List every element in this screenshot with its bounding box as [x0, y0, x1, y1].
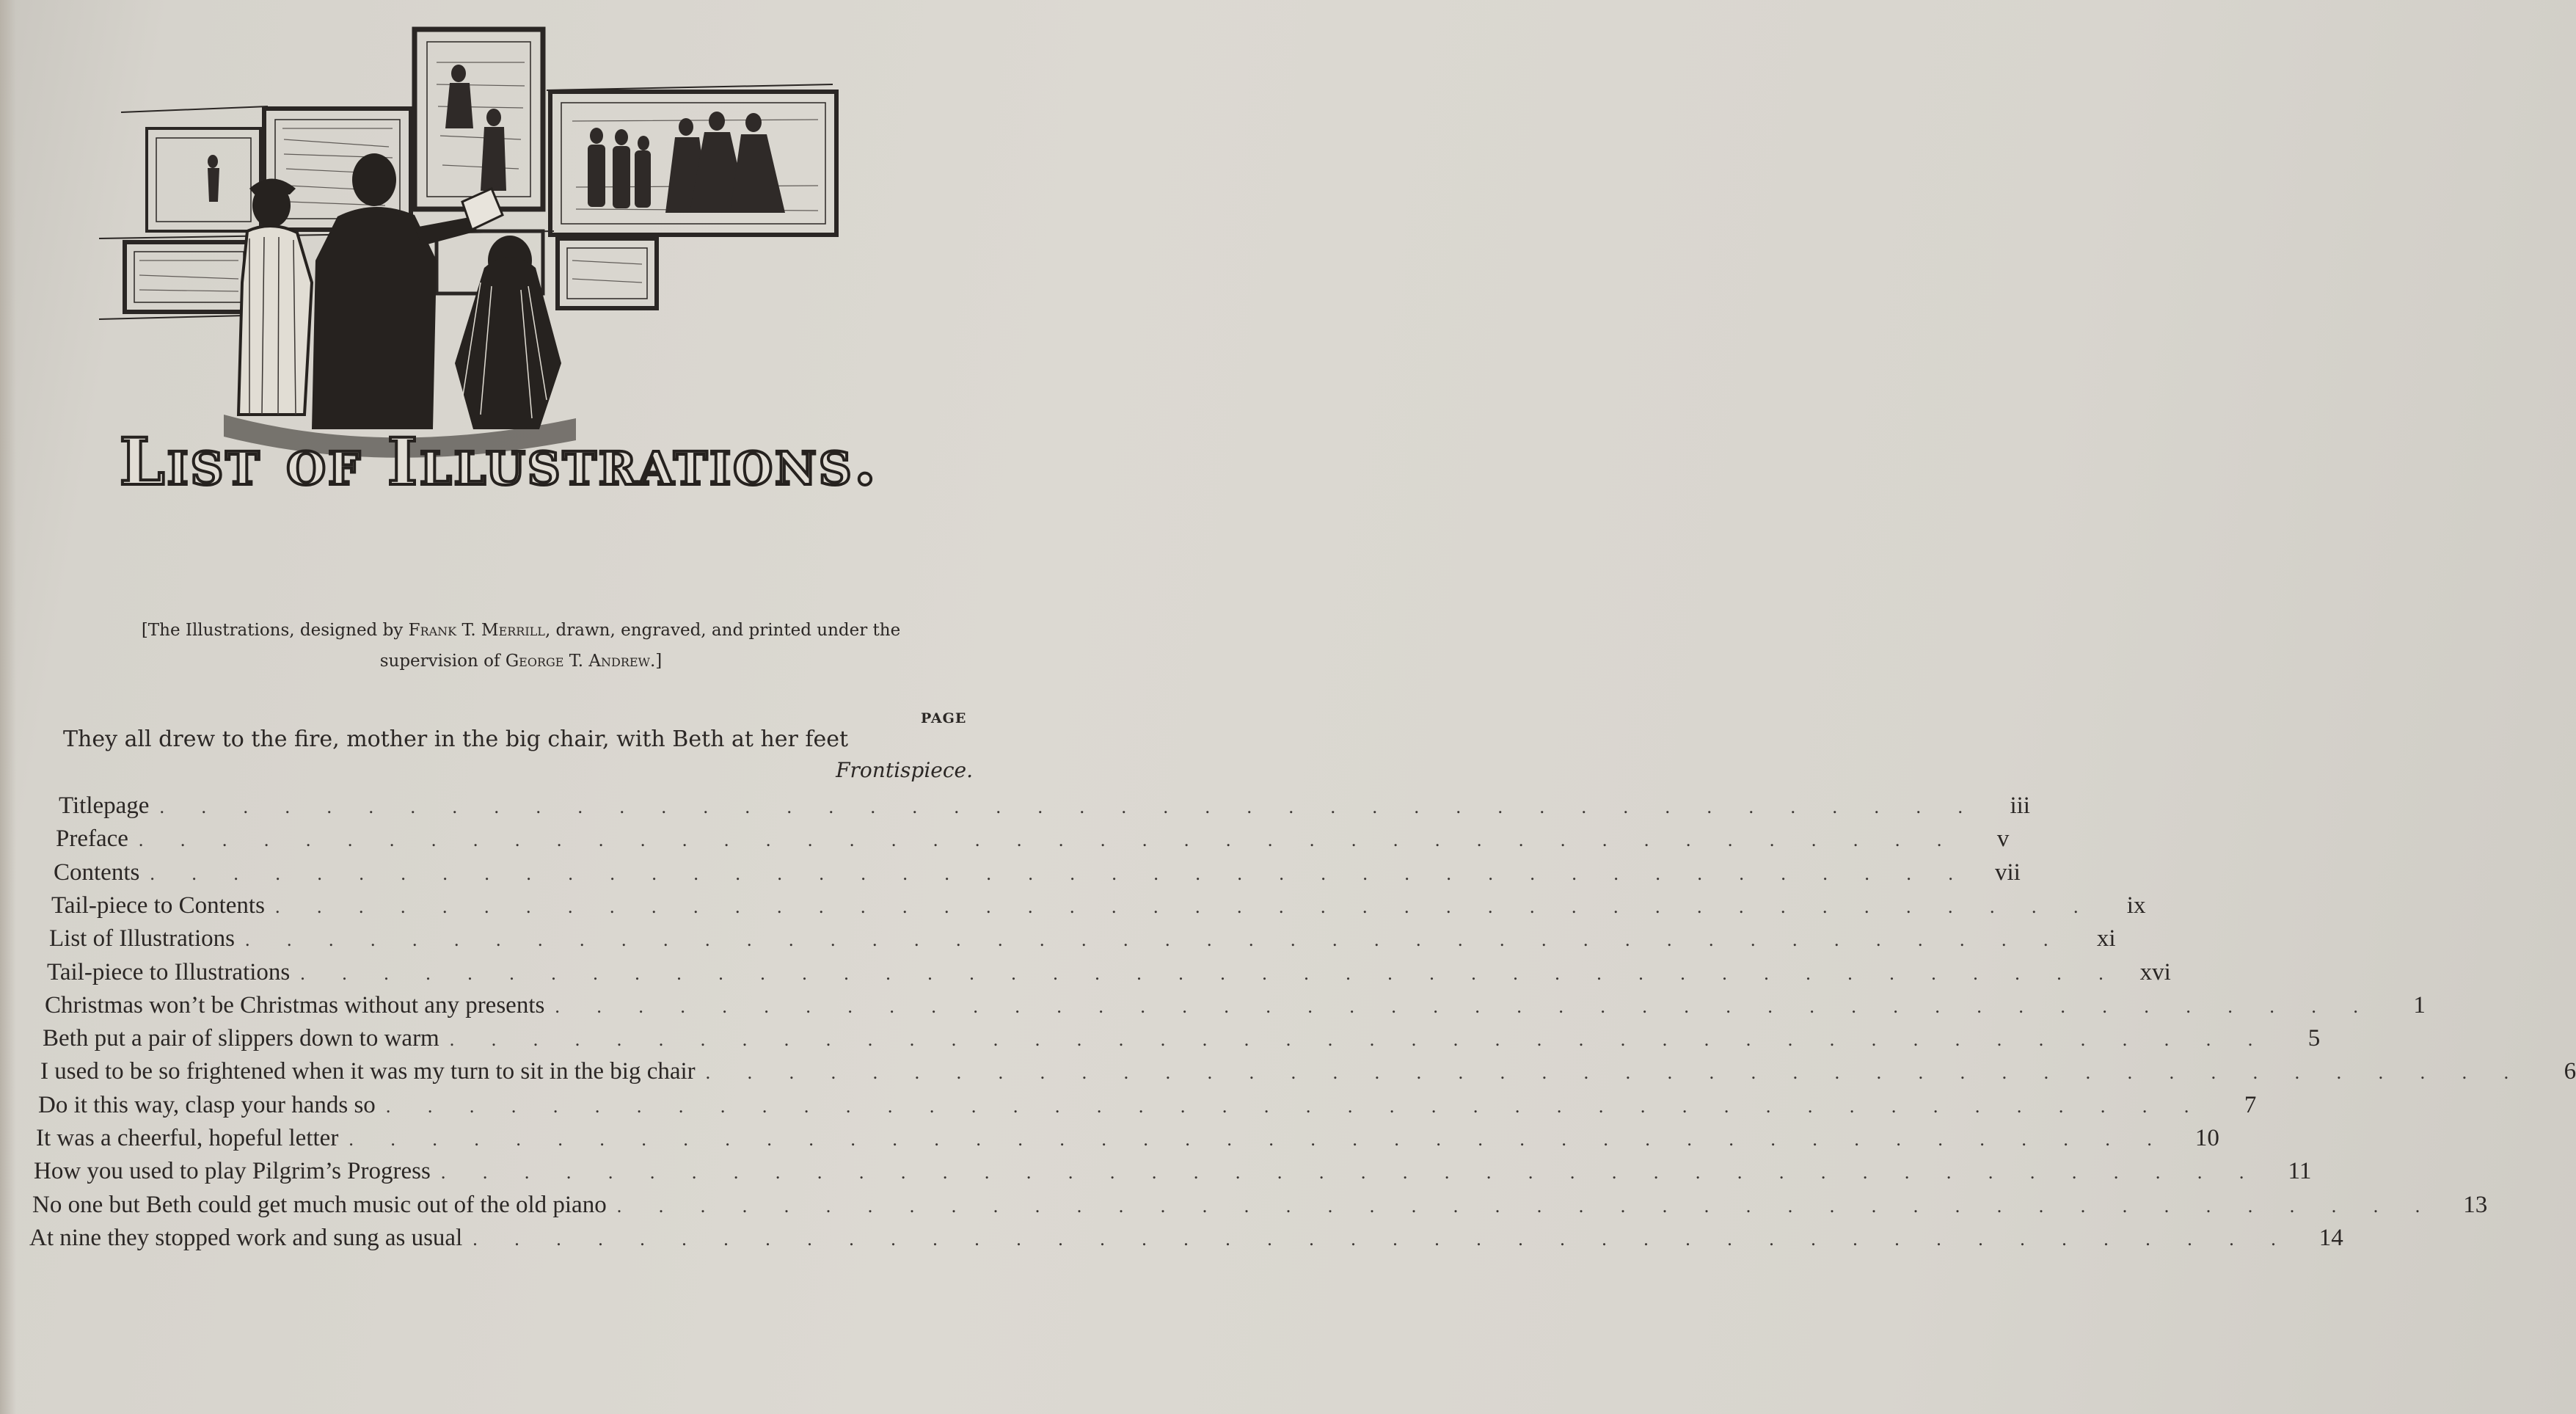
- page-column-label: PAGE: [921, 710, 967, 726]
- entry-title: It was a cheerful, hopeful letter: [36, 1125, 339, 1151]
- page-heading: [103, 382, 895, 528]
- entry-title: Preface: [56, 826, 128, 853]
- frontispiece-page: Frontispiece.: [836, 758, 973, 782]
- entry-page-number: v: [1996, 826, 2010, 853]
- dot-leader: . . . . . . . . . . . . . . . . . . . . . . . . . . . . . . . . . . . . . . . . . . . .: [300, 962, 2120, 984]
- entry-title: Titlepage: [59, 792, 150, 819]
- illustration-credit: [103, 615, 939, 677]
- dot-leader: . . . . . . . . . . . . . . . . . . . . . . . . . . . . . . . . . . . . . . . . . . . .: [555, 995, 2374, 1017]
- list-item: [56, 826, 2010, 859]
- entry-page-number: 6: [2564, 1058, 2576, 1085]
- entry-title: List of Illustrations: [49, 925, 235, 952]
- entry-page-number: ix: [2126, 892, 2146, 919]
- dot-leader: . . . . . . . . . . . . . . . . . . . . . . . . . . . . . . . . . . . . . . . . . . . .: [472, 1228, 2292, 1250]
- dot-leader: . . . . . . . . . . . . . . . . . . . . . . . . . . . . . . . . . . . . . . . . . . . .: [385, 1095, 2205, 1117]
- list-item: [40, 1058, 2576, 1092]
- list-item: [54, 859, 2021, 893]
- dot-leader: . . . . . . . . . . . . . . . . . . . . . . . . . . . . . . . . . . . . . . . . . . . .: [150, 862, 1969, 884]
- list-item: [51, 892, 2146, 926]
- dot-leader: . . . . . . . . . . . . . . . . . . . . . . . . . . . . . . . . . . . . . . . . . . . .: [159, 796, 1979, 817]
- entry-title: Beth put a pair of slippers down to warm: [43, 1025, 439, 1052]
- entry-page-number: vii: [1995, 859, 2021, 886]
- entry-page-number: 5: [2307, 1025, 2321, 1052]
- entry-page-number: 10: [2194, 1125, 2219, 1151]
- entry-title: I used to be so frightened when it was my turn to sit in the big chair: [40, 1058, 696, 1085]
- dot-leader: . . . . . . . . . . . . . . . . . . . . . . . . . . . . . . . . . . . . . . . . . . . .: [616, 1195, 2437, 1217]
- entry-title: Tail-piece to Illustrations: [47, 958, 291, 985]
- list-item: [34, 1158, 2312, 1192]
- entry-page-number: xi: [2096, 925, 2116, 952]
- list-item: [59, 792, 2030, 826]
- list-item: [32, 1191, 2488, 1225]
- entry-page-number: 11: [2288, 1158, 2312, 1185]
- list-item: [29, 1224, 2343, 1258]
- page-gutter-shadow: [0, 0, 16, 1414]
- credit-engraver: George T. Andrew: [505, 652, 650, 671]
- list-item: [36, 1125, 2219, 1159]
- credit-illustrator: Frank T. Merrill: [408, 621, 545, 640]
- entry-title: How you used to play Pilgrim’s Progress: [34, 1158, 431, 1185]
- entry-page-number: 13: [2463, 1191, 2488, 1218]
- list-item: [49, 925, 2116, 959]
- entry-title: Christmas won’t be Christmas without any presents: [45, 991, 545, 1018]
- entry-title: No one but Beth could get much music out of the old piano: [32, 1191, 607, 1218]
- entry-page-number: iii: [2010, 792, 2030, 819]
- credit-suffix: .]: [650, 652, 663, 671]
- dot-leader: . . . . . . . . . . . . . . . . . . . . . . . . . . . . . . . . . . . . . . . . . . . .: [349, 1129, 2168, 1150]
- entry-title: Do it this way, clasp your hands so: [38, 1091, 376, 1118]
- heading-text: List of Illustrations.: [119, 423, 879, 500]
- dot-leader: . . . . . . . . . . . . . . . . . . . . . . . . . . . . . . . . . . . . . . . . . . . .: [449, 1029, 2269, 1051]
- entry-title: Contents: [54, 859, 140, 886]
- frontispiece-title: They all drew to the fire, mother in the big chair, with Beth at her feet: [63, 726, 849, 752]
- ornate-title-lettering: [103, 382, 895, 528]
- entry-page-number: xvi: [2139, 958, 2171, 985]
- list-item: [43, 1025, 2321, 1059]
- credit-middle: , drawn, engraved, and printed under the supervision of: [379, 621, 901, 671]
- dot-leader: . . . . . . . . . . . . . . . . . . . . . . . . . . . . . . . . . . . . . . . . . . . .: [244, 929, 2065, 951]
- dot-leader: . . . . . . . . . . . . . . . . . . . . . . . . . . . . . . . . . . . . . . . . . . . .: [138, 829, 1958, 851]
- dot-leader: . . . . . . . . . . . . . . . . . . . . . . . . . . . . . . . . . . . . . . . . . . . .: [440, 1162, 2261, 1184]
- entry-title: At nine they stopped work and sung as usual: [29, 1224, 463, 1251]
- dot-leader: . . . . . . . . . . . . . . . . . . . . . . . . . . . . . . . . . . . . . . . . . . . .: [705, 1062, 2525, 1084]
- entry-title: Tail-piece to Contents: [51, 892, 265, 919]
- list-item: [45, 991, 2426, 1026]
- credit-prefix: [The Illustrations, designed by: [141, 621, 409, 640]
- dot-leader: . . . . . . . . . . . . . . . . . . . . . . . . . . . . . . . . . . . . . . . . . . . .: [274, 895, 2095, 917]
- entry-page-number: 7: [2244, 1091, 2257, 1118]
- entry-page-number: 1: [2413, 991, 2426, 1018]
- entry-page-number: 14: [2318, 1224, 2343, 1251]
- list-item: [47, 958, 2171, 993]
- list-item: [38, 1091, 2257, 1126]
